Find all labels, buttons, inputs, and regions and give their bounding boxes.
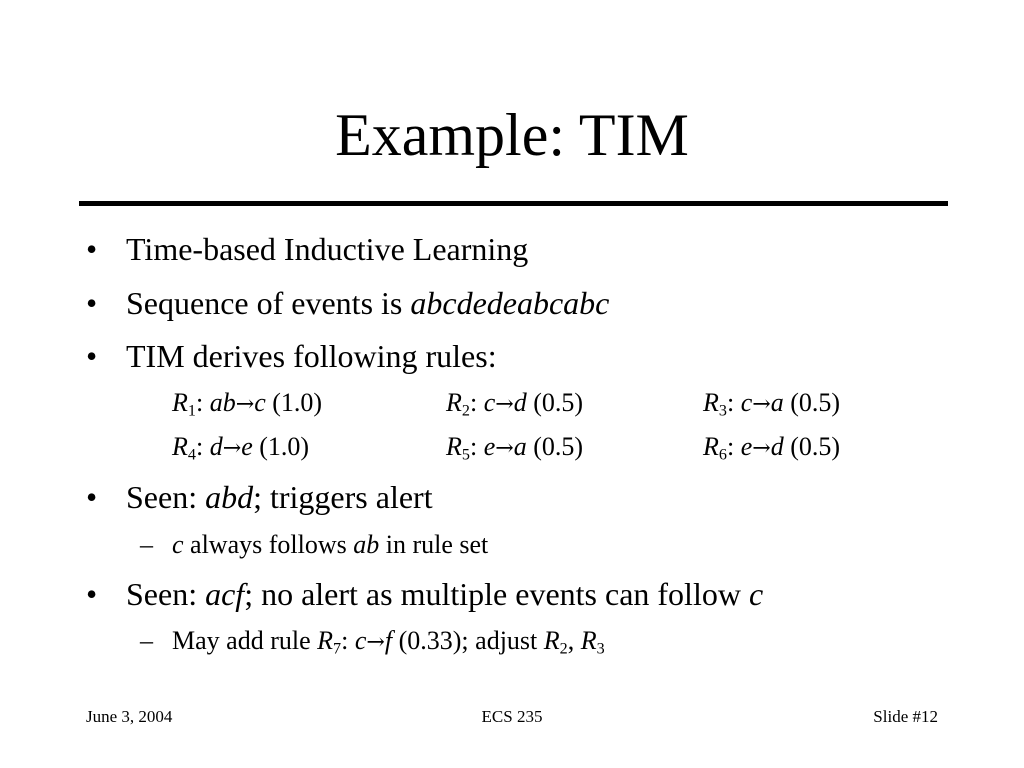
- bullet-text: Time-based Inductive Learning: [126, 231, 529, 267]
- sub-bullet-item: [0, 624, 1024, 658]
- rule-r2: $R_2$: c→d (0.5): [446, 388, 584, 420]
- bullet-text: TIM derives following rules:: [126, 338, 497, 374]
- bullet-item: [0, 283, 1024, 323]
- bullet-marker: •: [86, 285, 98, 321]
- arrow-icon: →: [366, 629, 385, 655]
- arrow-icon: →: [752, 435, 771, 461]
- arrow-icon: →: [235, 391, 255, 417]
- bullet-marker: •: [86, 338, 98, 374]
- dash-marker: –: [140, 626, 153, 655]
- bullet-item: [0, 336, 1024, 376]
- arrow-icon: →: [222, 435, 242, 461]
- footer-course: ECS 235: [481, 707, 543, 726]
- bullet-marker: •: [86, 479, 98, 515]
- bullet-item: [0, 574, 1024, 614]
- rule-r6: $R_6$: e→d (0.5): [703, 432, 841, 464]
- sub-bullet-item: [0, 528, 1024, 562]
- sub-bullet-text: May add rule $R_7$: c→f (0.33); adjust $R_2$, $R_3$: [172, 626, 605, 658]
- dash-marker: –: [140, 530, 153, 559]
- bullet-marker: •: [86, 231, 98, 267]
- event-sequence: abcdedeabcabc: [410, 285, 610, 321]
- bullet-text: Seen: abd; triggers alert: [126, 479, 433, 515]
- arrow-icon: →: [495, 391, 514, 417]
- rule-r3: $R_3$: c→a (0.5): [703, 388, 841, 420]
- slide-title: Example: TIM: [335, 102, 689, 168]
- footer-slide-number: Slide #12: [873, 707, 938, 726]
- bullet-text: Seen: acf; no alert as multiple events can follow c: [126, 576, 764, 612]
- bullet-item: [0, 229, 1024, 269]
- arrow-icon: →: [495, 435, 514, 461]
- bullet-item: [0, 477, 1024, 517]
- footer-date: June 3, 2004: [86, 707, 173, 726]
- rule-r1: $R_1$: ab→c (1.0): [172, 388, 323, 420]
- title-divider: [79, 201, 948, 206]
- arrow-icon: →: [752, 391, 771, 417]
- bullet-marker: •: [86, 576, 98, 612]
- rule-r5: $R_5$: e→a (0.5): [446, 432, 584, 464]
- sub-bullet-text: c always follows ab in rule set: [172, 530, 489, 559]
- bullet-text: Sequence of events is: [126, 285, 411, 321]
- rule-r4: $R_4$: d→e (1.0): [172, 432, 310, 464]
